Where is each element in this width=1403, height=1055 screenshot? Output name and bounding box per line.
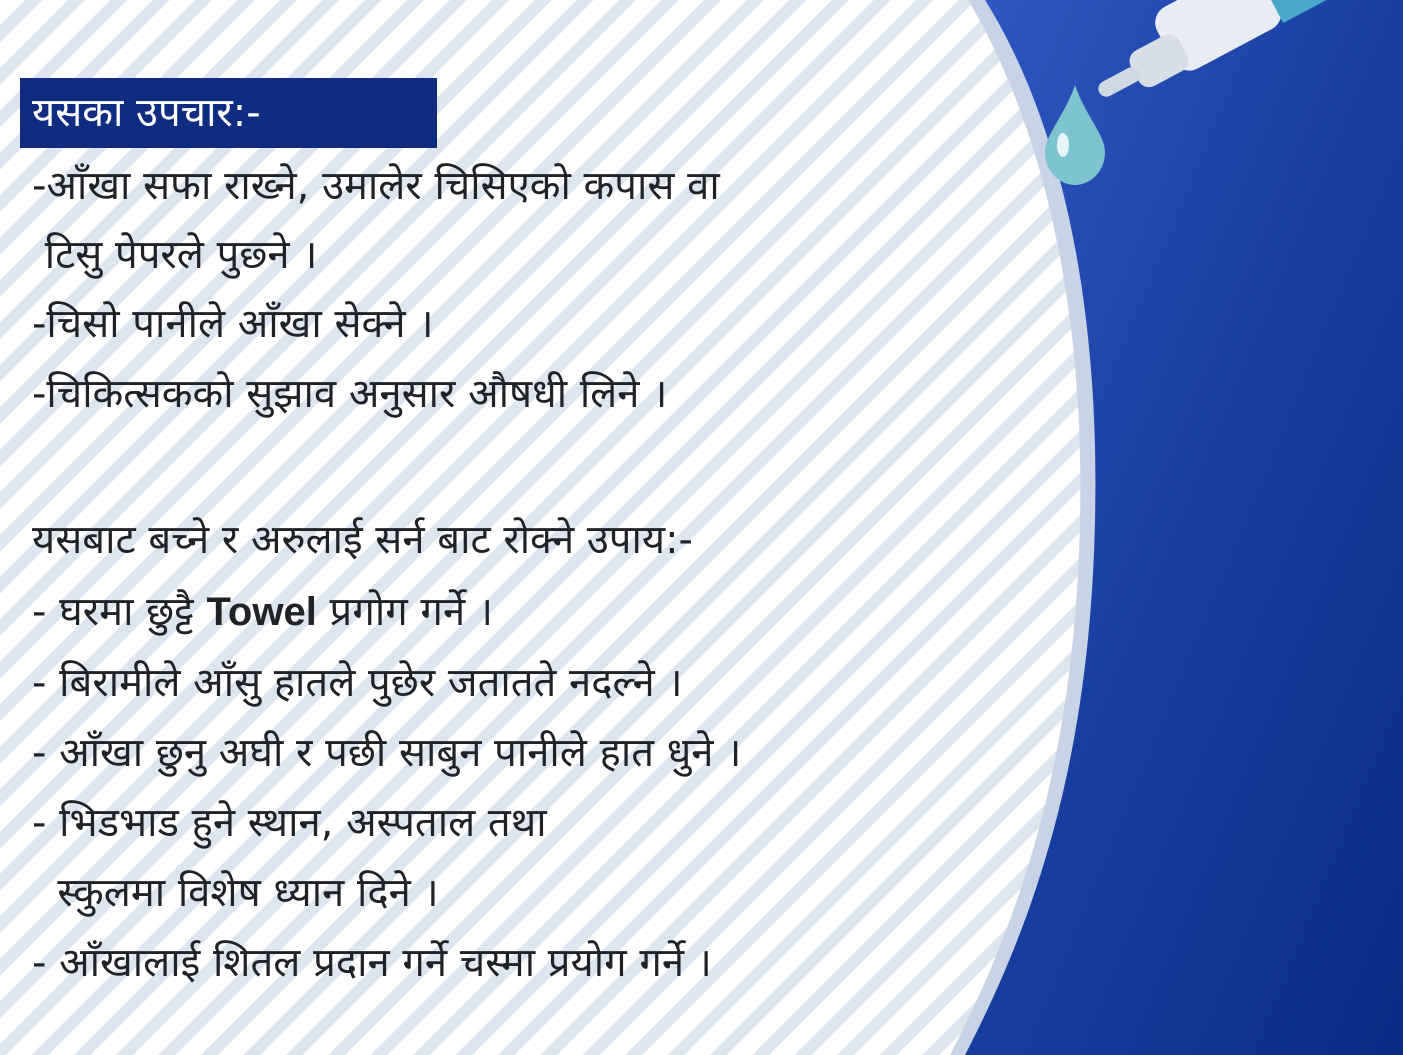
treatment-line: -चिकित्सकको सुझाव अनुसार औषधी लिने । (32, 371, 668, 417)
prevention-line-prefix: - घरमा छुट्टै (32, 589, 207, 635)
prevention-heading: यसबाट बच्ने र अरुलाई सर्न बाट रोक्ने उपाय:- (32, 517, 693, 563)
prevention-line: - बिरामीले आँसु हातले पुछेर जतातते नदल्ने । (32, 660, 683, 706)
treatment-line: -चिसो पानीले आँखा सेक्ने । (32, 301, 434, 347)
prevention-line (32, 586, 493, 638)
prevention-line: - आँखालाई शितल प्रदान गर्ने चस्मा प्रयोग गर्ने । (32, 940, 712, 986)
prevention-line: - भिडभाड हुने स्थान, अस्पताल तथा (32, 800, 547, 846)
treatment-line: टिसु पेपरले पुछ्ने । (32, 232, 318, 278)
prevention-line-suffix: प्रगोग गर्ने । (316, 589, 494, 635)
prevention-line: - आँखा छुनु अघी र पछी साबुन पानीले हात धुने । (32, 730, 742, 776)
treatment-heading: यसका उपचार:- (20, 78, 437, 148)
treatment-line: -आँखा सफा राख्ने, उमालेर चिसिएको कपास वा (32, 163, 720, 209)
prevention-line: स्कुलमा विशेष ध्यान दिने । (32, 870, 439, 916)
towel-text: Towel (206, 590, 317, 634)
eye-drop-bottle-icon (1030, 0, 1403, 200)
